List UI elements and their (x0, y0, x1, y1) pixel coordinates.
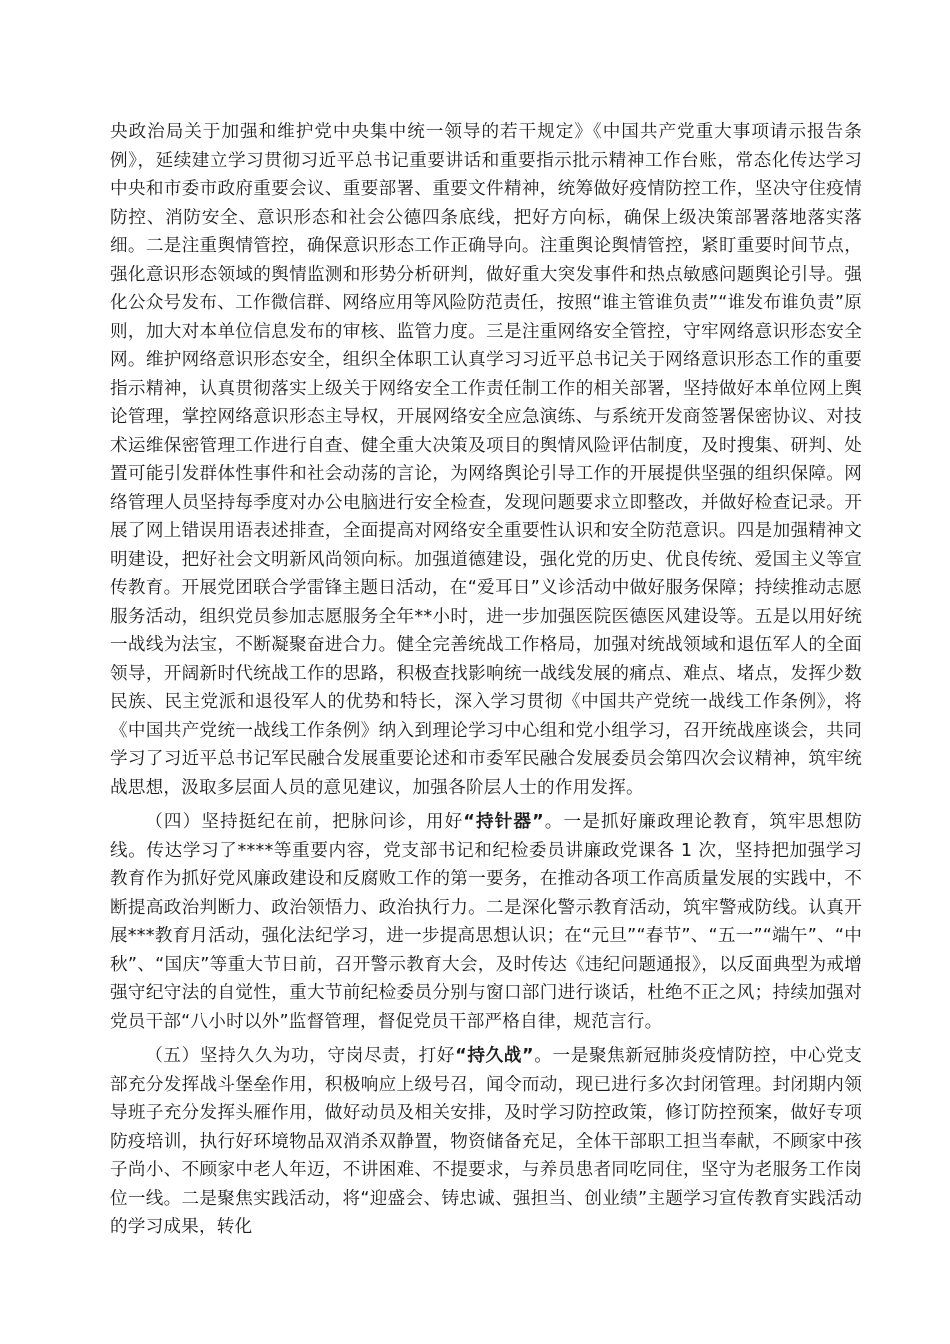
paragraph-1 (110, 118, 862, 802)
section-4-keyword: “持针器” (463, 812, 544, 832)
paragraph-1-text: 央政治局关于加强和维护党中央集中统一领导的若干规定》《中国共产党重大事项请示报告条例》，延续建立学习贯彻习近平总书记重要讲话和重要指示批示精神工作台账，常态化传达学习中央和市委市政府重要会议、重要部署、重要文件精神，统筹做好疫情防控工作，坚决守住疫情防控、消防安全、意识形态和社会公德四条底线，把好方向标，确保上级决策部署落地落实落细。二是注重舆情管控，确保意识形态工作正确导向。注重舆论舆情管控，紧盯重要时间节点，强化意识形态领域的舆情监测和形势分析研判，做好重大突发事件和热点敏感问题舆论引导。强化公众号发布、工作微信群、网络应用等风险防范责任，按照“谁主管谁负责”“谁发布谁负责”原则，加大对本单位信息发布的审核、监管力度。三是注重网络安全管控，守牢网络意识形态安全网。维护网络意识形态安全，组织全体职工认真学习习近平总书记关于网络意识形态工作的重要指示精神，认真贯彻落实上级关于网络安全工作责任制工作的相关部署，坚持做好本单位网上舆论管理，掌控网络意识形态主导权，开展网络安全应急演练、与系统开发商签署保密协议、对技术运维保密管理工作进行自查、健全重大决策及项目的舆情风险评估制度，及时搜集、研判、处置可能引发群体性事件和社会动荡的言论，为网络舆论引导工作的开展提供坚强的组织保障。网络管理人员坚持每季度对办公电脑进行安全检查，发现问题要求立即整改，并做好检查记录。开展了网上错误用语表述排查，全面提高对网络安全重要性认识和安全防范意识。四是加强精神文明建设，把好社会文明新风尚领向标。加强道德建设，强化党的历史、优良传统、爱国主义等宣传教育。开展党团联合学雷锋主题日活动，在“爱耳日”义诊活动中做好服务保障；持续推动志愿服务活动，组织党员参加志愿服务全年**小时，进一步加强医院医德医风建设等。五是以用好统一战线为法宝，不断凝聚奋进合力。健全完善统战工作格局，加强对统战领域和退伍军人的全面领导，开阔新时代统战工作的思路，积极查找影响统一战线发展的痛点、难点、堵点，发挥少数民族、民主党派和退役军人的优势和特长，深入学习贯彻《中国共产党统一战线工作条例》，将《中国共产党统一战线工作条例》纳入到理论学习中心组和党小组学习，召开统战座谈会，共同学习了习近平总书记军民融合发展重要论述和市委军民融合发展委员会第四次会议精神，筑牢统战思想，汲取多层面人员的意见建议，加强各阶层人士的作用发挥。 (110, 122, 862, 798)
paragraph-2 (110, 808, 862, 1036)
section-5-body: 。一是聚焦新冠肺炎疫情防控，中心党支部充分发挥战斗堡垒作用，积极响应上级号召，闻令而动，现已进行多次封闭管理。封闭期内领导班子充分发挥头雁作用，做好动员及相关安排，及时学习防控政策，修订防控预案，做好专项防疫培训，执行好环境物品双消杀双静置，物资储备充足，全体干部职工担当奉献，不顾家中孩子尚小、不顾家中老人年迈，不讲困难、不提要求，与养员患者同吃同住，坚守为老服务工作岗位一线。二是聚焦实践活动，将“迎盛会、铸忠诚、强担当、创业绩”主题学习宣传教育实践活动的学习成果，转化 (110, 1046, 862, 1237)
section-5-keyword: “持久战” (455, 1046, 534, 1066)
section-5-heading: （五）坚持久久为功，守岗尽责，打好 (145, 1046, 456, 1066)
paragraph-3 (110, 1042, 862, 1242)
document-page (110, 118, 862, 1242)
section-4-body: 。一是抓好廉政理论教育，筑牢思想防线。传达学习了****等重要内容，党支部书记和纪检委员讲廉政党课各 1 次，坚持把加强学习教育作为抓好党风廉政建设和反腐败工作的第一要务，在推动各项工作高质量发展的实践中，不断提高政治判断力、政治领悟力、政治执行力。二是深化警示教育活动，筑牢警戒防线。认真开展***教育月活动，强化法纪学习，进一步提高思想认识；在“元旦”“春节”、“五一”“端午”、“中秋”、“国庆”等重大节日前，召开警示教育大会，及时传达《违纪问题通报》，以反面典型为戒增强守纪守法的自觉性，重大节前纪检委员分别与窗口部门进行谈话，杜绝不正之风；持续加强对党员干部“八小时以外”监督管理，督促党员干部严格自律，规范言行。 (110, 812, 862, 1032)
section-4-heading: （四）坚持挺纪在前，把脉问诊，用好 (145, 812, 464, 832)
